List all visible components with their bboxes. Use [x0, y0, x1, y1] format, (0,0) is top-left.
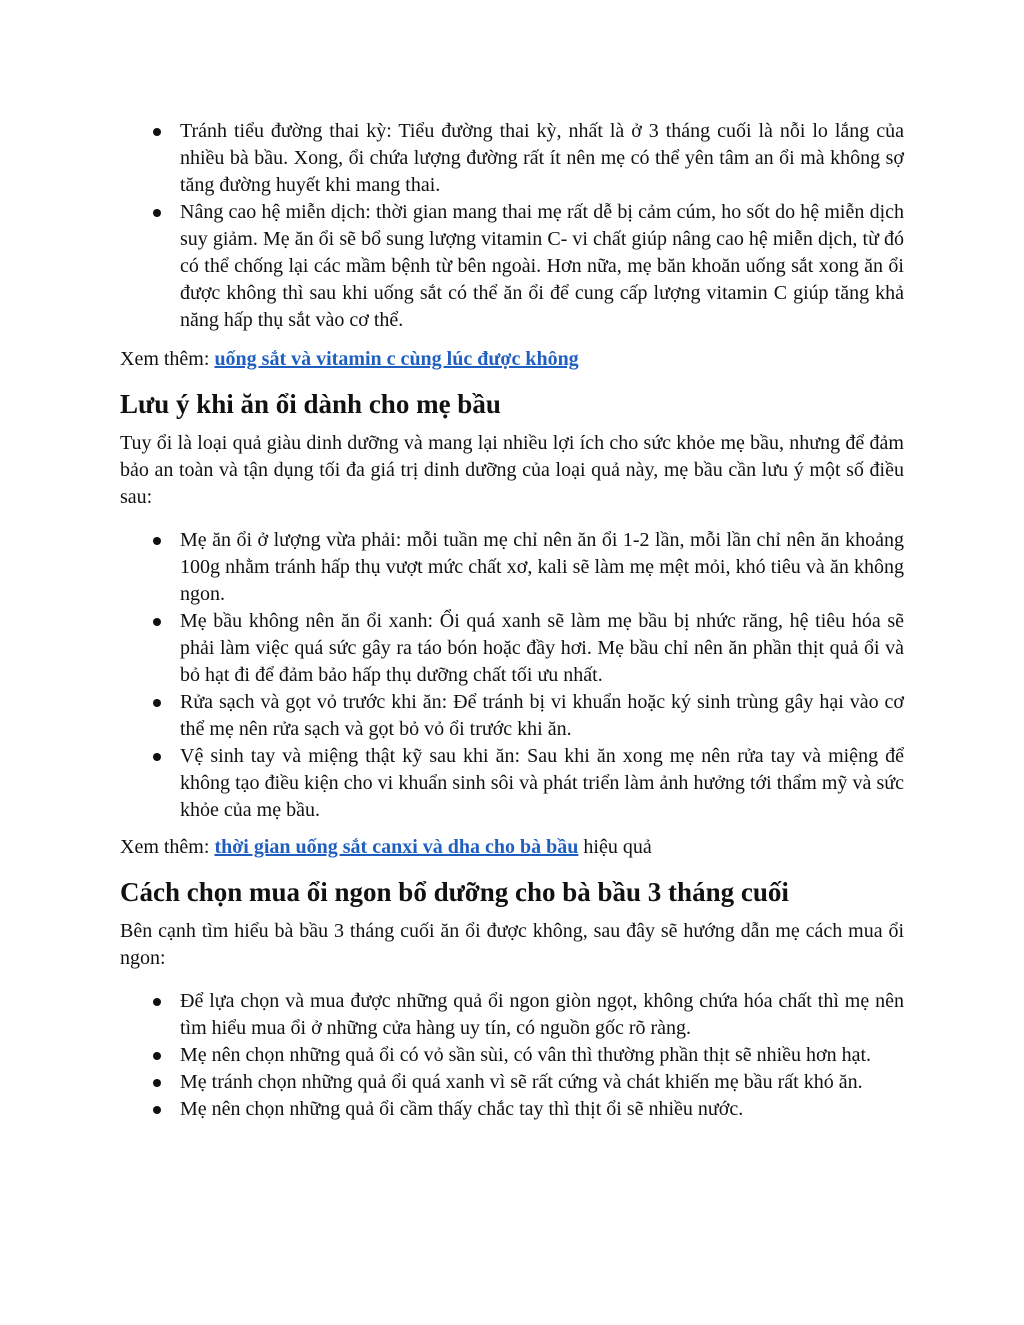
bullet-icon — [153, 1106, 161, 1114]
bullet-icon — [153, 537, 161, 545]
see-also-1 — [120, 346, 904, 373]
list-item-text: Mẹ bầu không nên ăn ổi xanh: Ổi quá xanh sẽ làm mẹ bầu bị nhức răng, hệ tiêu hóa sẽ phải làm việc quá sức gây ra táo bón hoặc đầy hơi. Mẹ bầu chỉ nên ăn phần thịt quả ổi và bỏ hạt đi để đảm bảo hấp thụ dưỡng chất tối ưu nhất. — [180, 610, 904, 686]
bullet-icon — [153, 1052, 161, 1060]
section-buying-intro: Bên cạnh tìm hiểu bà bầu 3 tháng cuối ăn ổi được không, sau đây sẽ hướng dẫn mẹ cách mua ổi ngon: — [120, 920, 904, 969]
list-item-text: Vệ sinh tay và miệng thật kỹ sau khi ăn: Sau khi ăn xong mẹ nên rửa tay và miệng để không tạo điều kiện cho vi khuẩn sinh sôi và phát triển làm ảnh hưởng tới thẩm mỹ và sức khỏe của mẹ bầu. — [180, 745, 904, 821]
list-item — [120, 199, 904, 334]
list-item-text: Rửa sạch và gọt vỏ trước khi ăn: Để tránh bị vi khuẩn hoặc ký sinh trùng gây hại vào cơ thể mẹ nên rửa sạch và gọt bỏ vỏ ổi trước khi ăn. — [180, 691, 904, 740]
list-item-text: Mẹ tránh chọn những quả ổi quá xanh vì sẽ rất cứng và chát khiến mẹ bầu rất khó ăn. — [180, 1071, 863, 1093]
list-item — [120, 527, 904, 608]
see-also-2 — [120, 834, 904, 861]
list-item — [120, 118, 904, 199]
see-also-prefix: Xem thêm: — [120, 836, 215, 858]
list-item-text: Mẹ nên chọn những quả ổi cầm thấy chắc tay thì thịt ổi sẽ nhiều nước. — [180, 1098, 744, 1120]
list-item-text: Tránh tiểu đường thai kỳ: Tiểu đường thai kỳ, nhất là ở 3 tháng cuối là nỗi lo lắng của nhiều bà bầu. Xong, ổi chứa lượng đường rất ít nên mẹ có thể yên tâm an ổi mà không sợ tăng đường huyết khi mang thai. — [180, 120, 904, 196]
bullet-icon — [153, 753, 161, 761]
section-heading-buying: Cách chọn mua ổi ngon bổ dưỡng cho bà bầu 3 tháng cuối — [120, 877, 789, 907]
list-item — [120, 1042, 904, 1069]
bullet-icon — [153, 618, 161, 626]
section-heading-notes: Lưu ý khi ăn ổi dành cho mẹ bầu — [120, 389, 501, 419]
section-notes-intro: Tuy ổi là loại quả giàu dinh dưỡng và mang lại nhiều lợi ích cho sức khỏe mẹ bầu, nhưng để đảm bảo an toàn và tận dụng tối đa giá trị dinh dưỡng của loại quả này, mẹ bầu cần lưu ý một số điều sau: — [120, 432, 904, 508]
list-item-text: Để lựa chọn và mua được những quả ổi ngon giòn ngọt, không chứa hóa chất thì mẹ nên tìm hiểu mua ổi ở những cửa hàng uy tín, có nguồn gốc rõ ràng. — [180, 990, 904, 1039]
notes-list — [120, 527, 904, 824]
list-item — [120, 1096, 904, 1123]
list-item — [120, 689, 904, 743]
benefits-list — [120, 118, 904, 334]
list-item-text: Mẹ nên chọn những quả ổi có vỏ sần sùi, có vân thì thường phần thịt sẽ nhiều hơn hạt. — [180, 1044, 872, 1066]
bullet-icon — [153, 998, 161, 1006]
see-also-suffix: hiệu quả — [578, 836, 652, 858]
list-item — [120, 608, 904, 689]
list-item — [120, 743, 904, 824]
list-item — [120, 1069, 904, 1096]
bullet-icon — [153, 1079, 161, 1087]
list-item-text: Nâng cao hệ miễn dịch: thời gian mang thai mẹ rất dễ bị cảm cúm, ho sốt do hệ miễn dịch suy giảm. Mẹ ăn ổi sẽ bổ sung lượng vitamin C- vi chất giúp nâng cao hệ miễn dịch, từ đó có thể chống lại các mầm bệnh từ bên ngoài. Hơn nữa, mẹ băn khoăn uống sắt xong ăn ổi được không thì sau khi uống sắt có thể ăn ổi để cung cấp lượng vitamin C giúp tăng khả năng hấp thụ sắt vào cơ thể. — [180, 201, 904, 331]
see-also-link-iron-vitamin-c[interactable]: uống sắt và vitamin c cùng lúc được không — [214, 348, 579, 370]
bullet-icon — [153, 128, 161, 136]
bullet-icon — [153, 699, 161, 707]
document-page — [120, 118, 904, 1123]
see-also-prefix: Xem thêm: — [120, 348, 215, 370]
see-also-link-iron-calcium-dha[interactable]: thời gian uống sắt canxi và dha cho bà bầu — [214, 836, 579, 858]
list-item — [120, 988, 904, 1042]
bullet-icon — [153, 209, 161, 217]
list-item-text: Mẹ ăn ổi ở lượng vừa phải: mỗi tuần mẹ chỉ nên ăn ổi 1-2 lần, mỗi lần chỉ nên ăn khoảng 100g nhằm tránh hấp thụ vượt mức chất xơ, kali sẽ làm mẹ mệt mỏi, khó tiêu và ăn không ngon. — [180, 529, 904, 605]
buying-list — [120, 988, 904, 1123]
